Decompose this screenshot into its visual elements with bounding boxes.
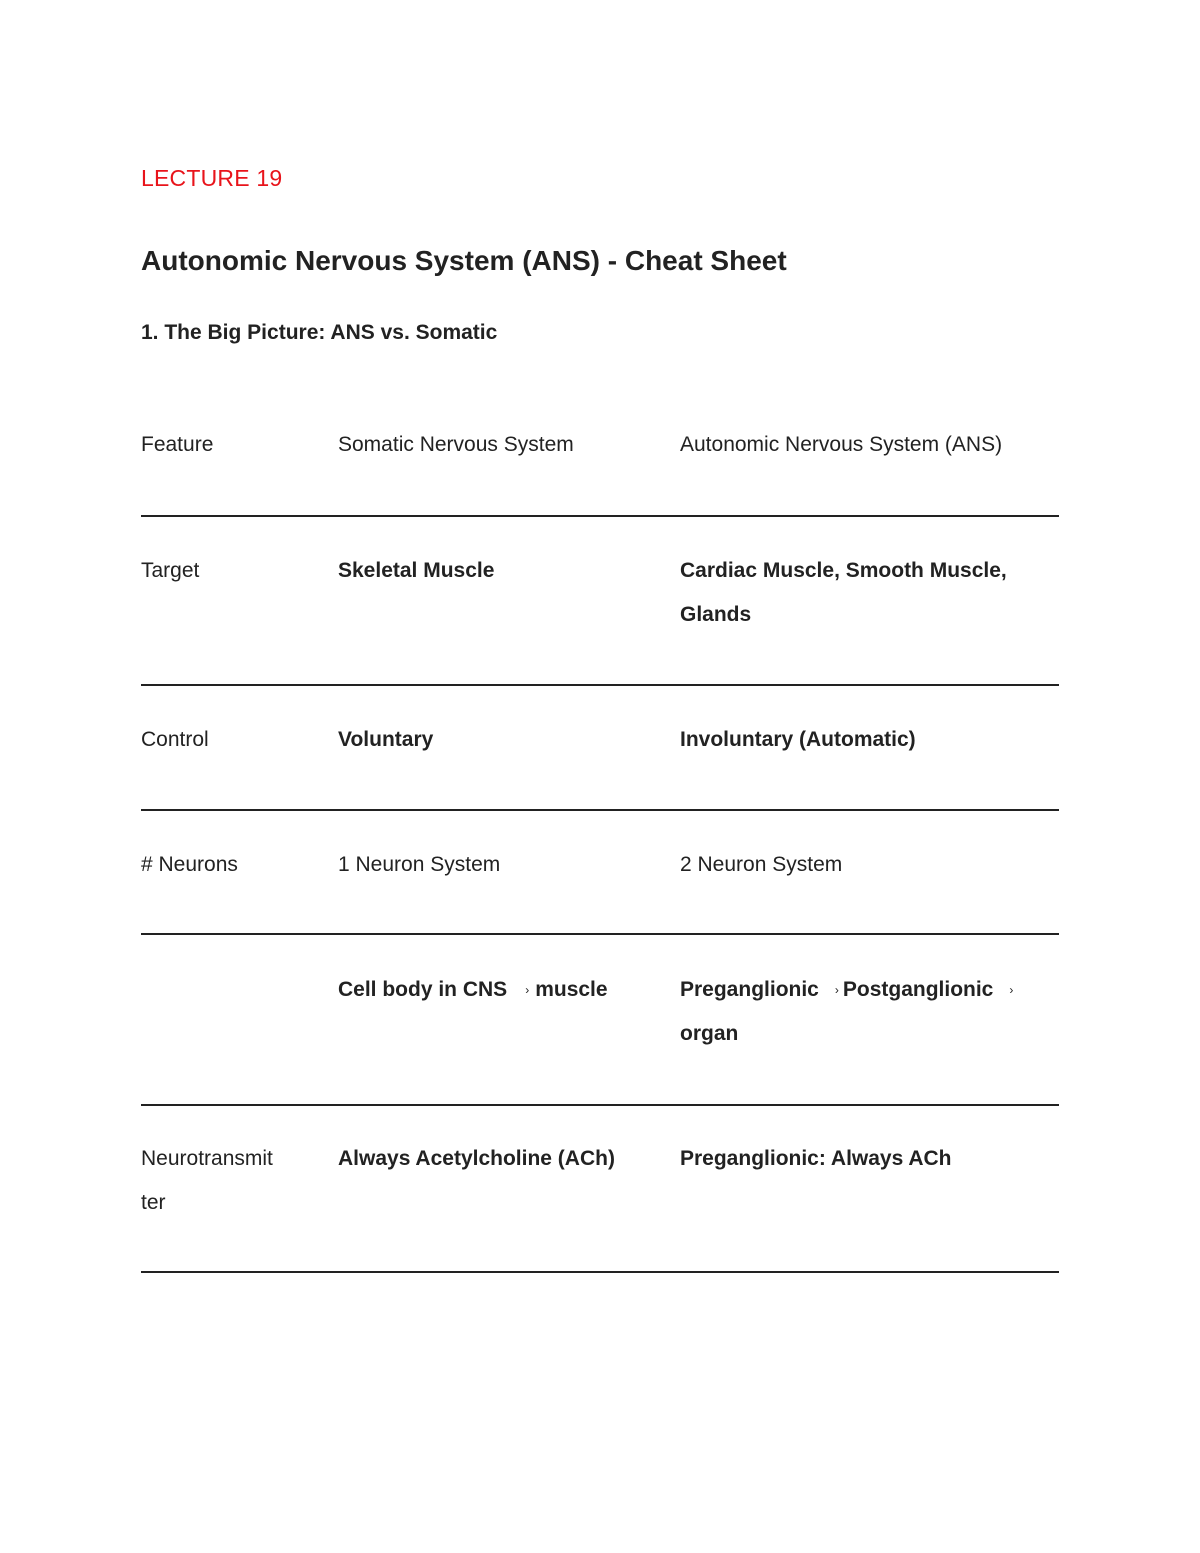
cell-autonomic-line2: Glands: [680, 603, 752, 626]
cell-autonomic: Involuntary (Automatic): [680, 728, 916, 751]
arrow-icon: ›: [834, 983, 839, 998]
cell-feature: Control: [141, 728, 209, 751]
header-autonomic: Autonomic Nervous System (ANS): [680, 433, 1003, 456]
section-heading: 1. The Big Picture: ANS vs. Somatic: [141, 321, 498, 344]
cell-feature: # Neurons: [141, 853, 238, 876]
arrow-icon: ›: [1009, 983, 1014, 998]
pathway-preganglionic: Preganglionic: [680, 978, 819, 1001]
table-divider: [141, 1271, 1059, 1273]
cell-autonomic-line1: Cardiac Muscle, Smooth Muscle,: [680, 559, 1007, 582]
cell-autonomic: 2 Neuron System: [680, 853, 843, 876]
header-feature: Feature: [141, 433, 214, 456]
cell-somatic: Skeletal Muscle: [338, 559, 495, 582]
table-divider: [141, 809, 1059, 811]
pathway-start: Cell body in CNS: [338, 978, 508, 1001]
cell-feature: Target: [141, 559, 200, 582]
cell-somatic: Always Acetylcholine (ACh): [338, 1147, 615, 1170]
cell-autonomic: [680, 549, 1040, 637]
page-title: Autonomic Nervous System (ANS) - Cheat Sheet: [141, 245, 787, 276]
cell-autonomic: Preganglionic: Always ACh: [680, 1147, 952, 1170]
table-divider: [141, 1104, 1059, 1106]
pathway-line1: [680, 968, 1040, 1012]
cell-somatic-pathway: [338, 968, 668, 1012]
cell-feature-line2: ter: [141, 1191, 166, 1214]
header-somatic: Somatic Nervous System: [338, 433, 574, 456]
pathway-postganglionic: Postganglionic: [842, 978, 994, 1001]
arrow-icon: ›: [525, 983, 530, 998]
cell-feature-line1: Neurotransmit: [141, 1147, 273, 1170]
table-divider: [141, 684, 1059, 686]
cell-somatic: 1 Neuron System: [338, 853, 501, 876]
cell-feature: [141, 1137, 311, 1225]
lecture-label: LECTURE 19: [141, 165, 283, 191]
table-divider: [141, 515, 1059, 517]
cell-somatic: Voluntary: [338, 728, 434, 751]
pathway-end: muscle: [535, 978, 608, 1001]
cell-autonomic-pathway: [680, 968, 1040, 1056]
pathway-line2: organ: [680, 1022, 739, 1046]
table-divider: [141, 933, 1059, 935]
